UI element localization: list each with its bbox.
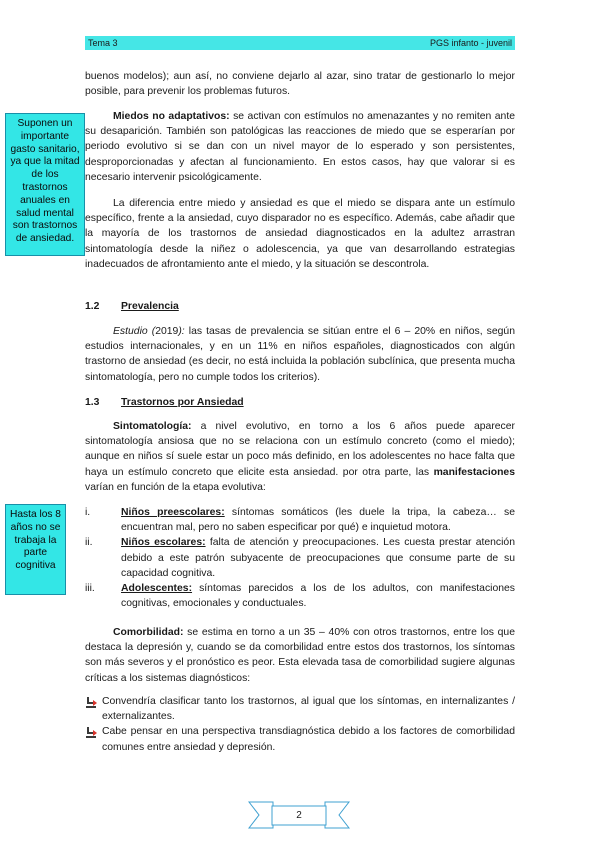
section-number: 1.2 — [85, 301, 100, 312]
list-label: Niños preescolares: — [121, 507, 225, 518]
miedos-paragraph — [85, 109, 515, 185]
list-item — [85, 581, 515, 611]
etapas-list — [85, 505, 515, 611]
list-item — [85, 724, 515, 754]
arrow-bullet-icon — [85, 724, 102, 754]
header-topic: Tema 3 — [88, 38, 118, 48]
sidenote-parte-cognitiva: Hasta los 8 años no se trabaja la parte cognitiva — [5, 504, 66, 595]
study-year: 2019 — [155, 326, 179, 337]
list-body: síntomas parecidos a los de los adultos, con manifestaciones cognitivas, emocionales y conductuales. — [121, 583, 515, 610]
list-item — [85, 535, 515, 581]
page-number: 2 — [296, 810, 302, 821]
sintomatologia-paragraph — [85, 419, 515, 495]
list-body: síntomas somáticos (les duele la tripa, la cabeza… se encuentran mal, pero no saben especificar por qué) e inquietud motora. — [121, 507, 515, 534]
comorbilidad-paragraph — [85, 625, 515, 686]
list-number: iii. — [85, 583, 95, 595]
study-cite-end: ): — [178, 326, 185, 337]
comorbilidad-label: Comorbilidad: — [113, 627, 184, 638]
criticas-list — [85, 694, 515, 755]
intro-paragraph: buenos modelos); aun así, no conviene dejarlo al azar, sino tratar de gestionarlo lo mejor posible, para prevenir los problemas futuros. — [85, 71, 515, 98]
list-text — [121, 505, 515, 535]
list-number: i. — [85, 507, 91, 518]
sintomatologia-text-2: varían en función de la etapa evolutiva: — [85, 481, 266, 493]
sintomatologia-label: Sintomatología: — [113, 421, 192, 432]
sintomatologia-text: a nivel evolutivo, en torno a los 6 años puede aparecer sintomatología ansiosa que no se relaciona con un estímulo concreto (como el miedo); aunque en niños sí suele estar un poco más definido, en los adolescentes no hace falta que haya un estímulo concreto que elicite esta ansiedad. por otra parte, las — [85, 421, 515, 478]
sidenote-gasto-sanitario: Suponen un importante gasto sanitario, ya que la mitad de los trastornos anuales en salud mental son trastornos de ansiedad. — [5, 113, 85, 256]
diferencia-paragraph: La diferencia entre miedo y ansiedad es que el miedo se dispara ante un estímulo específico, frente a la ansiedad, cuyo disparador no es específico. Además, cabe añadir que la mayoría de los trastornos de ansiedad diagnosticados en la adultez arrastran sintomatología desde la niñez o adolescencia, ya que van desarrollando estrategias inadecuados de afrontamiento ante el miedo, y la situación se descontrola. — [85, 198, 515, 270]
header-course: PGS infanto - juvenil — [429, 38, 512, 48]
section-number: 1.3 — [85, 397, 100, 408]
list-body: falta de atención y preocupaciones. Les cuesta prestar atención debido a este patrón subyacente de preocupaciones que consume parte de su capacidad cognitiva. — [121, 537, 515, 579]
study-cite: Estudio ( — [113, 326, 156, 337]
comorbilidad-text: se estima en torno a un 35 – 40% con otros trastornos, entre los que destaca la depresión y, cuando se da comorbilidad entre estos dos trastornos, los síntomas son más severos y el pronóstico es peor. Esta elevada tasa de comorbilidad sugiere algunas críticas a los sistemas diagnósticos: — [85, 627, 515, 684]
prevalencia-text: las tasas de prevalencia se sitúan entre el 6 – 20% en niños, según estudios internacionales, y en un 11% en niños españoles, diagnosticados con algún trastorno de ansiedad (es decir, no está incluida la población subclínica, que presenta mucha sintomatología, pero no cumple todos los criterios). — [85, 326, 515, 383]
list-item — [85, 505, 515, 535]
miedos-text: se activan con estímulos no amenazantes y no remiten ante su desaparición. También son patológicas las reacciones de miedo que se esperarían por periodo evolutivo si se dan con un nivel mayor de lo esperado y son persistentes, desproporcionadas y afectan al funcionamiento. En estos casos, hay que valorar si es necesario intervenir psicológicamente. — [85, 111, 515, 183]
section-heading-trastornos — [85, 396, 244, 410]
list-number: ii. — [85, 537, 93, 549]
section-heading-prevalencia — [85, 300, 179, 314]
section-title: Prevalencia — [121, 301, 179, 312]
manifestaciones-label: manifestaciones — [433, 466, 515, 478]
arrow-bullet-icon — [85, 694, 102, 724]
bullet-text: Cabe pensar en una perspectiva transdiagnóstica debido a los factores de comorbilidad comunes entre ansiedad y depresión. — [102, 726, 515, 753]
list-text — [121, 535, 515, 581]
list-label: Adolescentes: — [121, 583, 193, 595]
miedos-label: Miedos no adaptativos: — [113, 111, 230, 122]
list-label: Niños escolares: — [121, 537, 206, 549]
list-text — [121, 581, 515, 611]
list-item — [85, 694, 515, 724]
page-header — [85, 36, 515, 50]
bullet-text: Convendría clasificar tanto los trastornos, al igual que los síntomas, en internalizantes / externalizantes. — [102, 696, 515, 723]
section-title: Trastornos por Ansiedad — [121, 397, 244, 408]
prevalencia-paragraph — [85, 324, 515, 385]
